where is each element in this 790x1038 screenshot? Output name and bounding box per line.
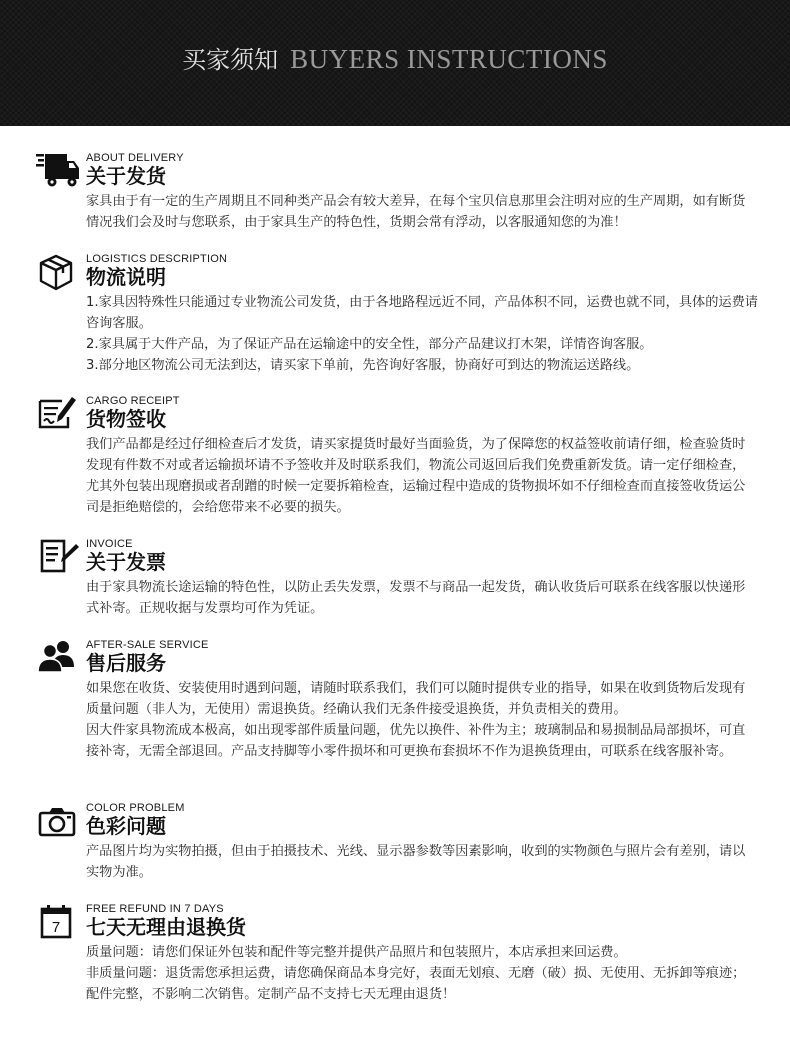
section-title-cn: 货物签收 xyxy=(86,407,166,431)
page-title xyxy=(0,40,790,75)
section-title-cn: 关于发票 xyxy=(86,550,166,574)
section-title-cn: 七天无理由退换货 xyxy=(86,915,246,939)
paragraph: 我们产品都是经过仔细检查后才发货，请买家提货时最好当面验货，为了保障您的权益签收前请仔细，检查验货时发现有件数不对或者运输损坏请不予签收并及时联系我们，物流公司返回后我们免费重新发货。请一定仔细检查，尤其外包装出现磨损或者刮蹭的时候一定要拆箱检查，运输过程中造成的货物损坏如不仔细检查而直接签收货运公司是拒绝赔偿的，会给您带来不必要的损失。 xyxy=(86,437,746,515)
section-body xyxy=(86,577,758,619)
paragraph: 1.家具因特殊性只能通过专业物流公司发货，由于各地路程远近不同，产品体积不同，运费也就不同，具体的运费请咨询客服。 xyxy=(86,295,758,331)
section-title-cn: 售后服务 xyxy=(86,651,166,675)
page-title-en: BUYERS INSTRUCTIONS xyxy=(290,44,608,74)
paragraph: 由于家具物流长途运输的特色性，以防止丢失发票，发票不与商品一起发货，确认收货后可联系在线客服以快递形式补寄。正规收据与发票均可作为凭证。 xyxy=(86,580,746,616)
camera-icon xyxy=(36,802,80,842)
truck-icon xyxy=(36,152,80,192)
page-title-cn: 买家须知 xyxy=(182,46,279,74)
section-title-en: INVOICE xyxy=(86,538,133,550)
section-title-en: COLOR PROBLEM xyxy=(86,802,185,814)
paragraph: 质量问题：请您们保证外包装和配件等完整并提供产品照片和包装照片，本店承担来回运费。 xyxy=(86,945,627,960)
section-body xyxy=(86,841,758,883)
paragraph: 3.部分地区物流公司无法到达，请买家下单前，先咨询好客服，协商好可到达的物流运送路线。 xyxy=(86,358,640,373)
paragraph: 如果您在收货、安装使用时遇到问题，请随时联系我们，我们可以随时提供专业的指导，如果在收到货物后发现有质量问题（非人为，无使用）需退换货。经确认我们无条件接受退换货，并负责相关的费用。 xyxy=(86,681,746,717)
users-icon xyxy=(36,639,80,679)
package-box-icon xyxy=(36,253,80,293)
section-title-cn: 物流说明 xyxy=(86,265,166,289)
section-title-cn: 关于发货 xyxy=(86,164,166,188)
section-body xyxy=(86,942,758,1005)
section-body xyxy=(86,292,758,376)
section-title-en: FREE REFUND IN 7 DAYS xyxy=(86,903,224,915)
paragraph: 2.家具属于大件产品，为了保证产品在运输途中的安全性，部分产品建议打木架，详情咨询客服。 xyxy=(86,337,653,352)
section-title-en: ABOUT DELIVERY xyxy=(86,152,184,164)
paragraph: 产品图片均为实物拍摄，但由于拍摄技术、光线、显示器参数等因素影响，收到的实物颜色与照片会有差别，请以实物为准。 xyxy=(86,844,746,880)
receipt-pen-icon xyxy=(36,395,80,435)
section-title-en: CARGO RECEIPT xyxy=(86,395,180,407)
calendar-7-icon xyxy=(36,903,80,943)
section-title-cn: 色彩问题 xyxy=(86,814,166,838)
section-title-en: AFTER-SALE SERVICE xyxy=(86,639,209,651)
section-title-en: LOGISTICS DESCRIPTION xyxy=(86,253,228,265)
header-banner xyxy=(0,0,790,126)
paragraph: 家具由于有一定的生产周期且不同种类产品会有较大差异，在每个宝贝信息那里会注明对应的生产周期，如有断货情况我们会及时与您联系，由于家具生产的特色性，货期会常有浮动，以客服通知您的为准！ xyxy=(86,194,746,230)
calendar-number: 7 xyxy=(51,919,61,936)
section-body xyxy=(86,191,758,233)
paragraph: 非质量问题：退货需您承担运费，请您确保商品本身完好，表面无划痕、无磨（破）损、无使用、无拆卸等痕迹；配件完整，不影响二次销售。定制产品不支持七天无理由退货！ xyxy=(86,966,746,1002)
section-body xyxy=(86,434,758,518)
paragraph: 因大件家具物流成本极高，如出现零部件质量问题，优先以换件、补件为主；玻璃制品和易损制品局部损坏，可直接补寄，无需全部退回。产品支持脚等小零件损坏和可更换布套损坏不作为退换货理由，可联系在线客服补寄。 xyxy=(86,723,746,759)
section-body xyxy=(86,678,758,762)
invoice-icon xyxy=(36,538,80,578)
